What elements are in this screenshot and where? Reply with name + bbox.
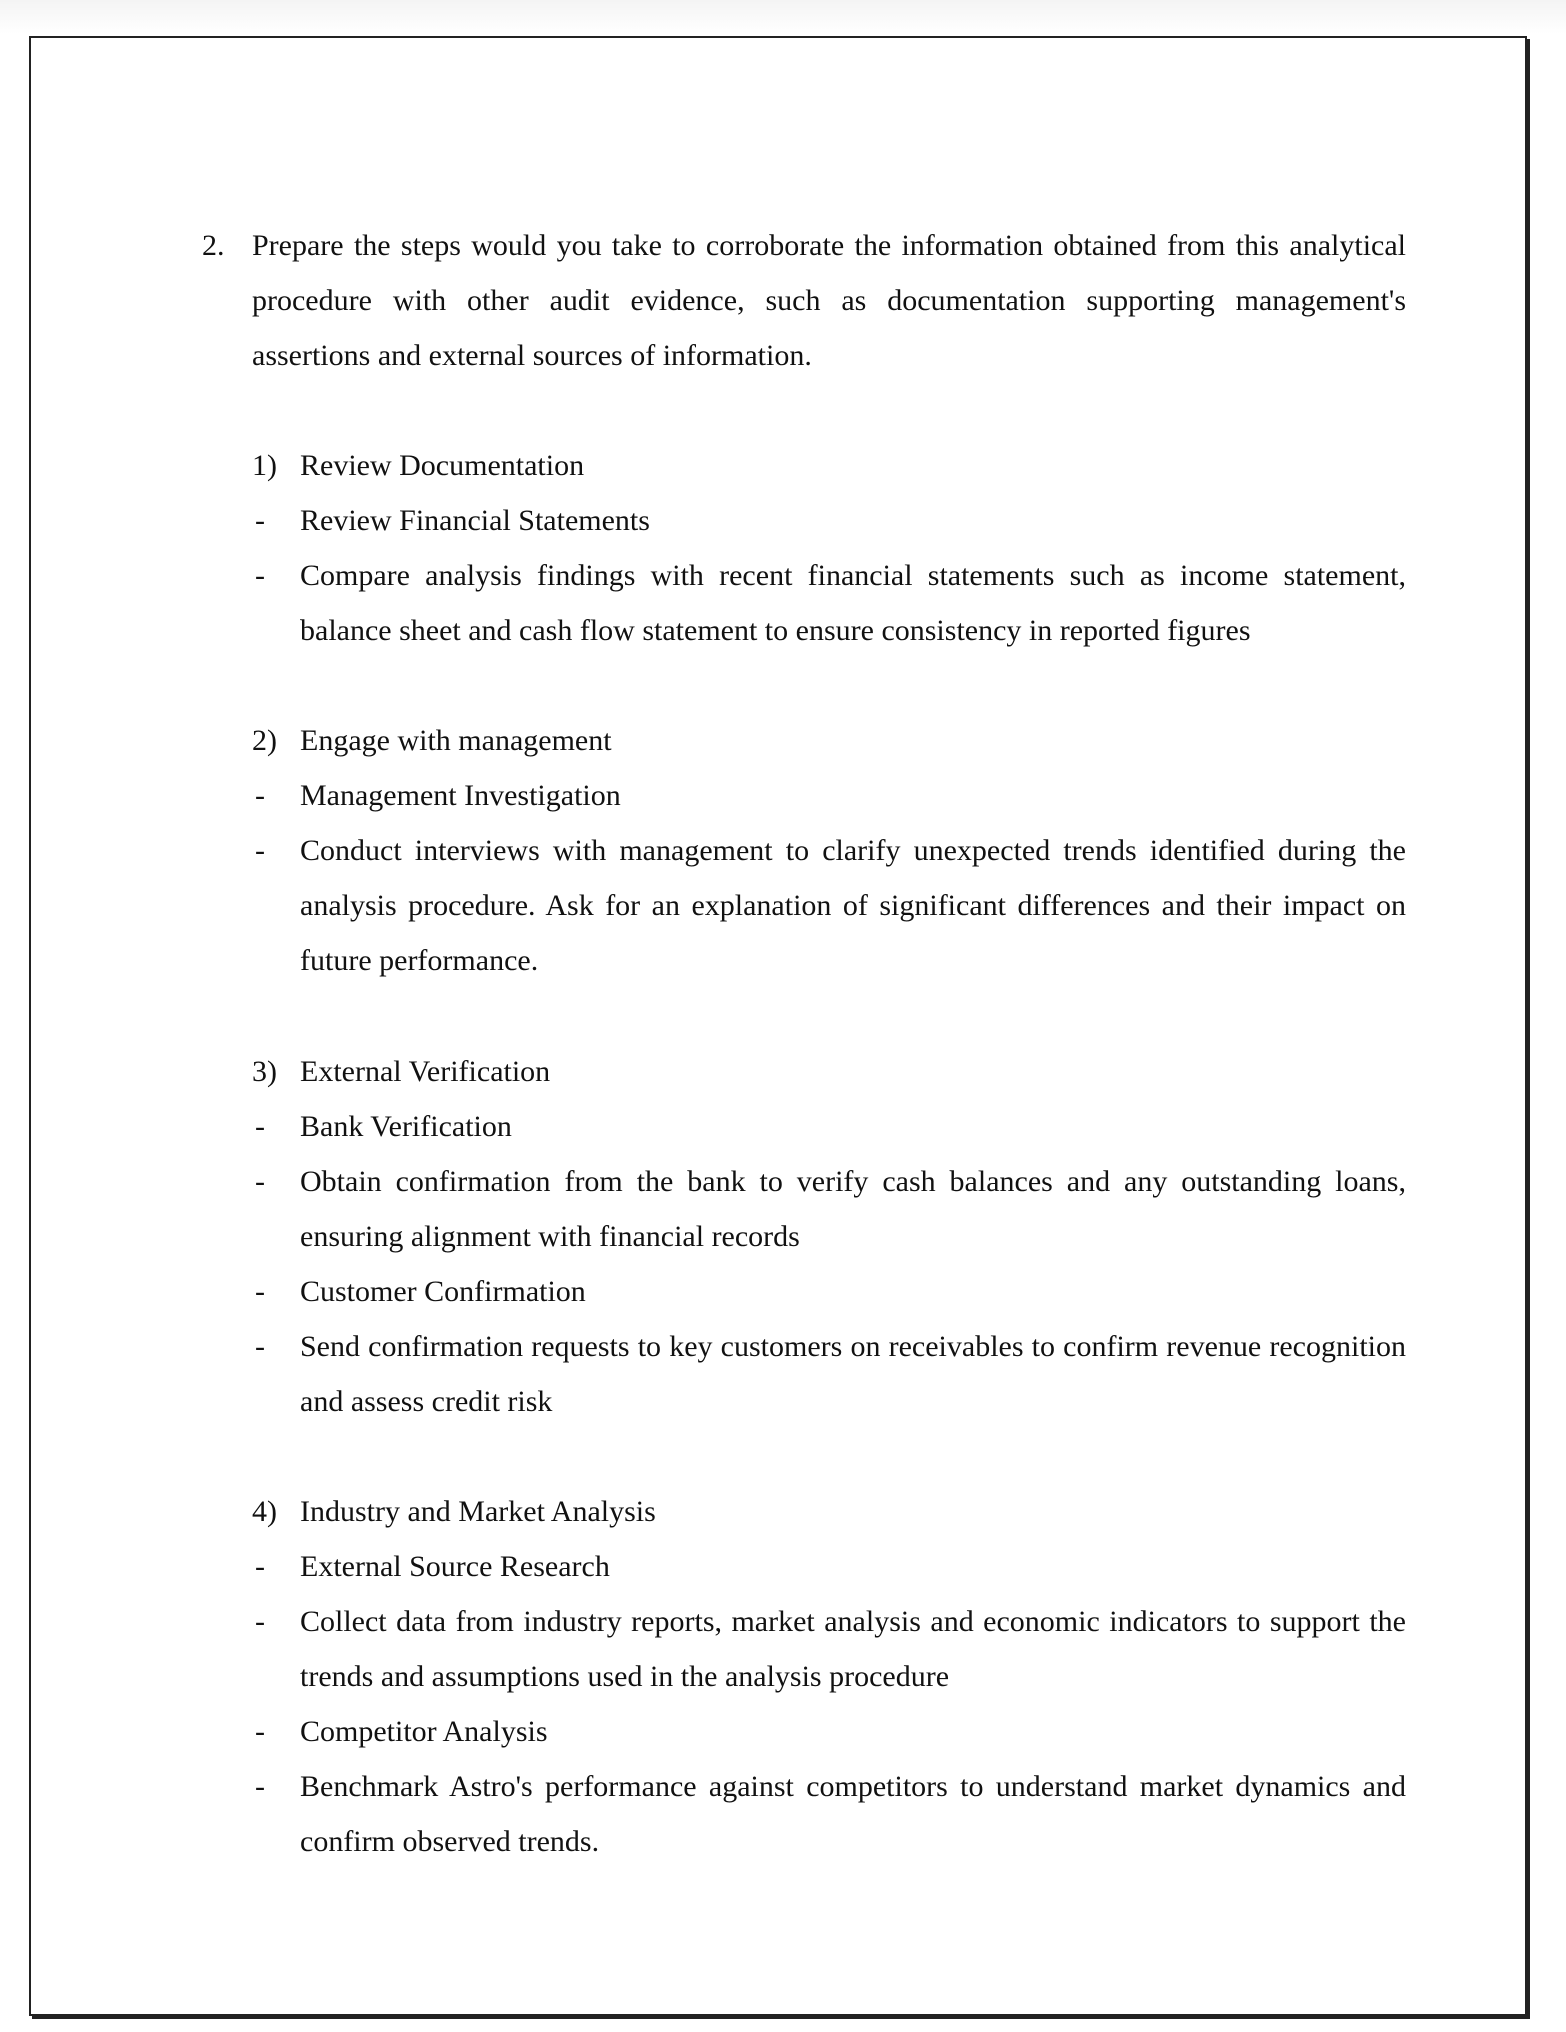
list-item (252, 1264, 1406, 1319)
list-item-text: Bank Verification (300, 1110, 512, 1143)
list-item (252, 1539, 1406, 1594)
bullet-dash: - (255, 1275, 265, 1308)
list-item (252, 1099, 1406, 1154)
step-number: 4) (252, 1495, 277, 1528)
list-item (252, 1154, 1406, 1264)
bullet-dash: - (255, 1770, 265, 1803)
list-item (252, 1594, 1406, 1704)
step-section-2 (252, 713, 1406, 988)
step-section-3 (252, 1044, 1406, 1429)
list-item-text: Compare analysis findings with recent financial statements such as income statement, balance sheet and cash flow statement to ensure consistency in reported figures (300, 559, 1406, 647)
step-number: 2) (252, 724, 277, 757)
step-title: Engage with management (300, 724, 612, 757)
list-item (252, 1319, 1406, 1429)
list-item (252, 548, 1406, 658)
list-item-text: Customer Confirmation (300, 1275, 586, 1308)
list-item-text: Competitor Analysis (300, 1715, 548, 1748)
bullet-dash: - (255, 559, 265, 592)
page-content (31, 38, 1525, 2014)
list-item-text: Obtain confirmation from the bank to verify cash balances and any outstanding loans, ensuring alignment with financial records (300, 1165, 1406, 1253)
step-section-4 (252, 1484, 1406, 1869)
viewer-top-shade (0, 0, 1566, 34)
bullet-dash: - (255, 1110, 265, 1143)
list-item (252, 493, 1406, 548)
list-item (252, 768, 1406, 823)
step-heading (252, 713, 1406, 768)
bullet-dash: - (255, 1550, 265, 1583)
list-item (252, 1759, 1406, 1869)
step-title: Review Documentation (300, 449, 585, 482)
bullet-dash: - (255, 504, 265, 537)
bullet-dash: - (255, 1715, 265, 1748)
question-text: Prepare the steps would you take to corroborate the information obtained from this analytical procedure with other audit evidence, such as documentation supporting management's assertions and external sources of information. (252, 229, 1406, 372)
question-number: 2. (202, 229, 225, 262)
bullet-dash: - (255, 834, 265, 867)
document-page (29, 36, 1527, 2016)
step-heading (252, 1044, 1406, 1099)
bullet-dash: - (255, 779, 265, 812)
step-title: External Verification (300, 1055, 551, 1088)
list-item-text: Collect data from industry reports, market analysis and economic indicators to support the trends and assumptions used in the analysis procedure (300, 1605, 1406, 1693)
bullet-dash: - (255, 1605, 265, 1638)
list-item-text: Management Investigation (300, 779, 621, 812)
list-item-text: External Source Research (300, 1550, 610, 1583)
list-item-text: Send confirmation requests to key customers on receivables to confirm revenue recognition and assess credit risk (300, 1330, 1406, 1418)
step-heading (252, 438, 1406, 493)
bullet-dash: - (255, 1165, 265, 1198)
bullet-dash: - (255, 1330, 265, 1363)
list-item-text: Review Financial Statements (300, 504, 650, 537)
list-item (252, 1704, 1406, 1759)
step-number: 1) (252, 449, 277, 482)
step-title: Industry and Market Analysis (300, 1495, 656, 1528)
list-item-text: Benchmark Astro's performance against competitors to understand market dynamics and confirm observed trends. (300, 1770, 1406, 1858)
list-item (252, 823, 1406, 988)
step-number: 3) (252, 1055, 277, 1088)
list-item-text: Conduct interviews with management to clarify unexpected trends identified during the analysis procedure. Ask for an explanation of significant differences and their impact on future performance. (300, 834, 1406, 977)
step-heading (252, 1484, 1406, 1539)
step-section-1 (252, 438, 1406, 658)
